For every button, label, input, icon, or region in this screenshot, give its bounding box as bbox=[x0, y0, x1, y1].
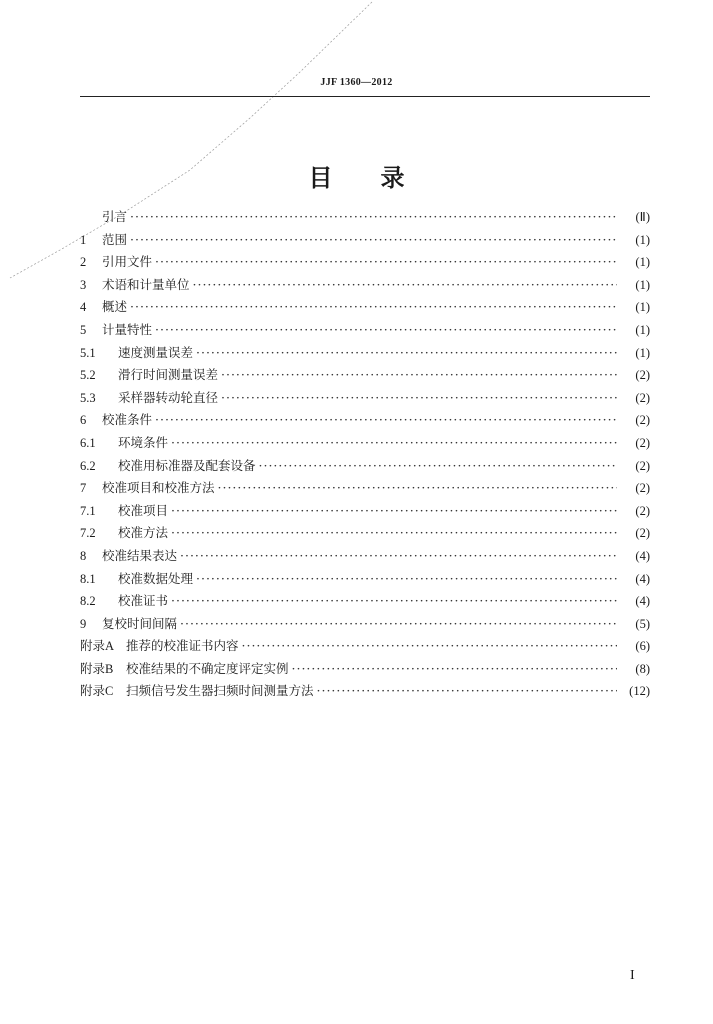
toc-entry-page: (4) bbox=[635, 548, 650, 563]
toc-entry-number: 8 bbox=[80, 548, 87, 563]
toc-dot-leader bbox=[130, 229, 617, 252]
toc-entry-label: 术语和计量单位 bbox=[102, 276, 190, 292]
toc-entry-number: 2 bbox=[80, 255, 87, 270]
toc-entry-label: 复校时间间隔 bbox=[102, 615, 178, 631]
toc-dot-leader bbox=[130, 206, 617, 229]
toc-entry[interactable] bbox=[80, 545, 650, 568]
toc-entry-number: 5.2 bbox=[80, 368, 96, 383]
toc-dot-leader bbox=[193, 274, 617, 297]
toc-dot-leader bbox=[259, 455, 617, 478]
toc-entry-page: (1) bbox=[635, 277, 650, 292]
toc-entry-number: 7.2 bbox=[80, 526, 96, 541]
toc-entry-label: 校准用标准器及配套设备 bbox=[118, 457, 256, 473]
toc-entry-number: 8.2 bbox=[80, 594, 96, 609]
toc-entry-page: (1) bbox=[635, 255, 650, 270]
toc-entry-number: 附录B bbox=[80, 661, 114, 676]
toc-entry-number: 9 bbox=[80, 616, 87, 631]
toc-entry-number: 3 bbox=[80, 277, 87, 292]
toc-entry-label: 校准方法 bbox=[118, 525, 169, 541]
toc-entry-label: 滑行时间测量误差 bbox=[118, 367, 219, 383]
toc-entry-number: 6.1 bbox=[80, 435, 96, 450]
toc-dot-leader bbox=[221, 387, 617, 410]
toc-dot-leader bbox=[155, 251, 617, 274]
toc-dot-leader bbox=[130, 296, 617, 319]
toc-entry-label: 扫频信号发生器扫频时间测量方法 bbox=[126, 683, 314, 699]
toc-entry-page: (2) bbox=[635, 481, 650, 496]
toc-entry-label: 校准项目 bbox=[118, 502, 169, 518]
toc-dot-leader bbox=[171, 500, 617, 523]
toc-dot-leader bbox=[155, 319, 617, 342]
header-rule bbox=[80, 96, 650, 97]
toc-entry-label: 引用文件 bbox=[102, 254, 153, 270]
toc-entry-page: (2) bbox=[635, 368, 650, 383]
toc-entry-label: 校准项目和校准方法 bbox=[102, 480, 215, 496]
toc-dot-leader bbox=[171, 590, 617, 613]
toc-dot-leader bbox=[171, 432, 617, 455]
toc-entry[interactable] bbox=[80, 206, 650, 229]
toc-dot-leader bbox=[221, 364, 617, 387]
toc-entry-number: 5 bbox=[80, 322, 87, 337]
toc-dot-leader bbox=[155, 409, 617, 432]
toc-entry[interactable] bbox=[80, 568, 650, 591]
toc-entry-page: (2) bbox=[635, 390, 650, 405]
toc-entry-page: (2) bbox=[635, 526, 650, 541]
table-of-contents bbox=[80, 206, 650, 703]
toc-entry-label: 校准证书 bbox=[118, 593, 169, 609]
page-number: I bbox=[630, 968, 635, 983]
toc-entry[interactable] bbox=[80, 477, 650, 500]
toc-entry-label: 计量特性 bbox=[102, 321, 153, 337]
toc-entry-label: 校准条件 bbox=[102, 412, 153, 428]
toc-entry-page: (4) bbox=[635, 571, 650, 586]
toc-dot-leader bbox=[292, 658, 617, 681]
toc-entry-number: 8.1 bbox=[80, 571, 96, 586]
toc-entry-page: (1) bbox=[635, 345, 650, 360]
toc-dot-leader bbox=[196, 342, 617, 365]
toc-entry-page: (2) bbox=[635, 503, 650, 518]
toc-entry-page: (1) bbox=[635, 232, 650, 247]
toc-entry-label: 校准结果表达 bbox=[102, 547, 178, 563]
toc-entry[interactable] bbox=[80, 635, 650, 658]
toc-entry[interactable] bbox=[80, 590, 650, 613]
toc-entry-label: 范围 bbox=[102, 231, 128, 247]
document-code: JJF 1360—2012 bbox=[320, 77, 393, 88]
toc-entry[interactable] bbox=[80, 522, 650, 545]
toc-entry-page: (2) bbox=[635, 435, 650, 450]
toc-entry-page: (Ⅱ) bbox=[635, 210, 650, 224]
toc-entry-label: 环境条件 bbox=[118, 434, 169, 450]
toc-entry[interactable] bbox=[80, 364, 650, 387]
toc-dot-leader bbox=[242, 635, 617, 658]
toc-entry-number: 5.3 bbox=[80, 390, 96, 405]
title-char-2: 录 bbox=[380, 164, 405, 192]
toc-entry[interactable] bbox=[80, 680, 650, 703]
toc-entry-page: (12) bbox=[629, 684, 650, 699]
toc-entry[interactable] bbox=[80, 409, 650, 432]
toc-entry-number: 5.1 bbox=[80, 345, 96, 360]
page-title bbox=[0, 158, 713, 193]
toc-entry-page: (5) bbox=[635, 616, 650, 631]
toc-entry-page: (4) bbox=[635, 594, 650, 609]
toc-entry-number: 附录C bbox=[80, 684, 114, 699]
toc-entry-number: 6.2 bbox=[80, 458, 96, 473]
toc-entry-number: 附录A bbox=[80, 639, 115, 654]
toc-entry[interactable] bbox=[80, 387, 650, 410]
toc-dot-leader bbox=[180, 613, 617, 636]
toc-entry-page: (1) bbox=[635, 322, 650, 337]
toc-dot-leader bbox=[180, 545, 617, 568]
toc-entry-number: 7.1 bbox=[80, 503, 96, 518]
toc-entry[interactable] bbox=[80, 455, 650, 478]
toc-entry-label: 采样器转动轮直径 bbox=[118, 389, 219, 405]
toc-entry-page: (6) bbox=[635, 639, 650, 654]
toc-entry[interactable] bbox=[80, 274, 650, 297]
toc-entry-label: 速度测量误差 bbox=[118, 344, 194, 360]
toc-entry[interactable] bbox=[80, 342, 650, 365]
toc-entry[interactable] bbox=[80, 658, 650, 681]
toc-entry[interactable] bbox=[80, 613, 650, 636]
toc-entry-number: 6 bbox=[80, 413, 87, 428]
toc-entry[interactable] bbox=[80, 251, 650, 274]
toc-entry-number: 4 bbox=[80, 300, 87, 315]
toc-entry[interactable] bbox=[80, 296, 650, 319]
toc-entry[interactable] bbox=[80, 319, 650, 342]
toc-entry[interactable] bbox=[80, 500, 650, 523]
toc-entry-page: (1) bbox=[635, 300, 650, 315]
toc-entry-label: 概述 bbox=[102, 299, 128, 315]
toc-dot-leader bbox=[171, 522, 617, 545]
toc-entry-label: 引言 bbox=[102, 209, 128, 224]
toc-entry-label: 校准数据处理 bbox=[118, 570, 194, 586]
toc-entry[interactable] bbox=[80, 229, 650, 252]
title-char-1: 目 bbox=[308, 164, 333, 192]
toc-dot-leader bbox=[317, 680, 617, 703]
toc-entry-number: 7 bbox=[80, 481, 87, 496]
toc-entry-page: (8) bbox=[635, 661, 650, 676]
toc-entry-page: (2) bbox=[635, 458, 650, 473]
toc-entry-label: 校准结果的不确定度评定实例 bbox=[126, 660, 289, 676]
toc-entry-page: (2) bbox=[635, 413, 650, 428]
toc-dot-leader bbox=[218, 477, 617, 500]
toc-dot-leader bbox=[196, 568, 617, 591]
toc-entry[interactable] bbox=[80, 432, 650, 455]
toc-entry-number: 1 bbox=[80, 232, 87, 247]
toc-entry-label: 推荐的校准证书内容 bbox=[126, 638, 239, 654]
